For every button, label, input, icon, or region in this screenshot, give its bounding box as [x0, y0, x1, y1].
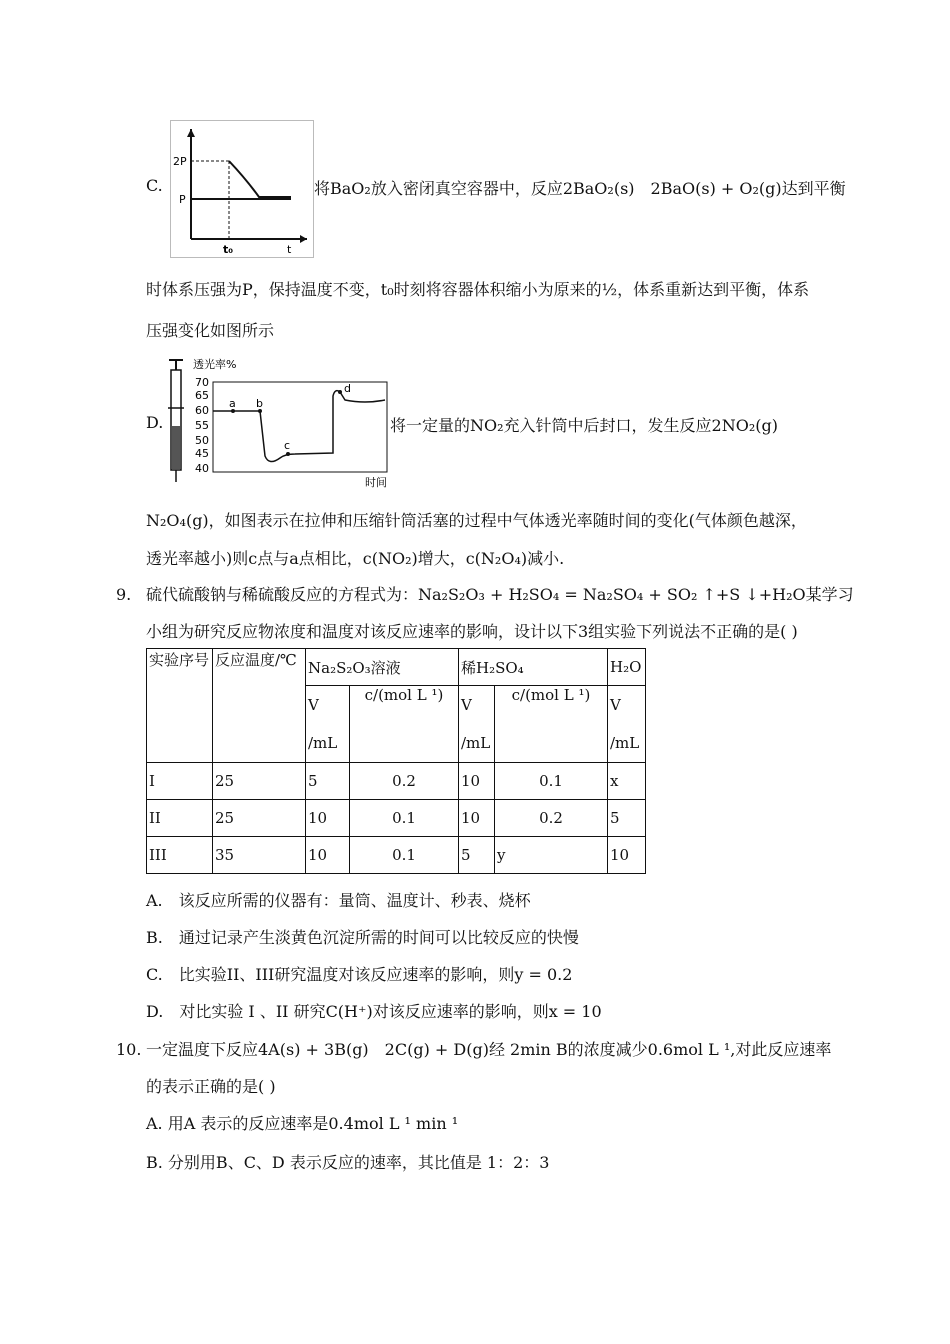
y-label-2p: 2P [173, 155, 187, 168]
label-b: b [256, 397, 263, 410]
x-axis-arrow [300, 235, 307, 243]
header-exp-no: 实验序号 [147, 649, 213, 763]
cell-r3-c-na: 0.1 [350, 837, 459, 874]
point-c [286, 452, 290, 456]
q9-line1: 硫代硫酸钠与稀硫酸反应的方程式为：Na₂S₂O₃ + H₂SO₄ = Na₂SO₄ + SO₂ ↑+S ↓+H₂O某学习 [146, 585, 854, 604]
cell-r2-v-na: 10 [306, 800, 350, 837]
cell-r1-v-na: 5 [306, 763, 350, 800]
table-row [147, 763, 646, 800]
option-d-line1: 将一定量的NO₂充入针筒中后封口，发生反应2NO₂(g) [390, 416, 778, 435]
header-v-na: V /mL [306, 686, 350, 763]
ytick-50: 50 [195, 434, 209, 447]
option-d-line2: N₂O₄(g)，如图表示在拉伸和压缩针筒活塞的过程中气体透光率随时间的变化(气体颜色越深， [146, 511, 807, 530]
transmittance-curve [213, 391, 385, 462]
syringe-icon [168, 360, 184, 482]
cell-r3-v-h2o: 10 [608, 837, 646, 874]
ytick-65: 65 [195, 389, 209, 402]
header-v-h2so4: V /mL [459, 686, 495, 763]
cell-r2-c-na: 0.1 [350, 800, 459, 837]
cell-r1-c-h2so4: 0.1 [495, 763, 608, 800]
cell-r2-no: II [147, 800, 213, 837]
x-label-t: t [287, 243, 292, 256]
table-row [147, 800, 646, 837]
label-a: a [229, 397, 236, 410]
x-label-t0: t₀ [223, 243, 234, 256]
syringe-and-transmittance-graph [165, 356, 391, 490]
table-header-row-1 [147, 649, 646, 686]
q10-line2: 的表示正确的是( ) [146, 1077, 276, 1096]
cell-r1-no: I [147, 763, 213, 800]
q9-option-b: B. 通过记录产生淡黄色沉淀所需的时间可以比较反应的快慢 [146, 928, 579, 947]
transmittance-chart [165, 356, 391, 490]
option-c-line2: 时体系压强为P，保持温度不变，t₀时刻将容器体积缩小为原来的½，体系重新达到平衡，体系 [146, 280, 810, 299]
cell-r3-c-h2so4: y [495, 837, 608, 874]
label-d: d [344, 382, 351, 395]
header-v-h2o: V /mL [608, 686, 646, 763]
cell-r1-v-h2so4: 10 [459, 763, 495, 800]
pressure-time-graph [170, 120, 314, 258]
cell-r2-v-h2o: 5 [608, 800, 646, 837]
cell-r1-v-h2o: x [608, 763, 646, 800]
option-c-line3: 压强变化如图所示 [146, 321, 275, 340]
option-d-label: D. [146, 413, 164, 432]
cell-r3-no: III [147, 837, 213, 874]
header-na2s2o3: Na₂S₂O₃溶液 [306, 649, 459, 686]
experiment-table [146, 648, 646, 874]
q10-number: 10. [116, 1040, 142, 1059]
cell-r1-c-na: 0.2 [350, 763, 459, 800]
ytick-55: 55 [195, 419, 209, 432]
y-axis-label: 透光率% [193, 358, 237, 371]
q9-option-a: A. 该反应所需的仪器有：量筒、温度计、秒表、烧杯 [146, 891, 531, 910]
header-h2so4: 稀H₂SO₄ [459, 649, 608, 686]
cell-r1-temp: 25 [213, 763, 306, 800]
cell-r3-temp: 35 [213, 837, 306, 874]
plot-frame [213, 382, 387, 472]
ytick-60: 60 [195, 404, 209, 417]
q9-option-c: C. 比实验II、III研究温度对该反应速率的影响，则y = 0.2 [146, 965, 573, 984]
point-d [338, 390, 342, 394]
header-c-h2so4: c/(mol L ¹) [495, 686, 608, 763]
cell-r2-temp: 25 [213, 800, 306, 837]
ytick-45: 45 [195, 447, 209, 460]
option-d-line3: 透光率越小)则c点与a点相比，c(NO₂)增大，c(N₂O₄)减小. [146, 549, 565, 568]
y-axis-arrow [187, 129, 195, 137]
q10-line1: 一定温度下反应4A(s) + 3B(g) 2C(g) + D(g)经 2min B的浓度减少0.6mol L ¹,对此反应速率 [146, 1040, 832, 1059]
q10-option-a: A. 用A 表示的反应速率是0.4mol L ¹ min ¹ [146, 1114, 459, 1133]
q9-line2: 小组为研究反应物浓度和温度对该反应速率的影响，设计以下3组实验下列说法不正确的是( ) [146, 622, 798, 641]
cell-r3-v-h2so4: 5 [459, 837, 495, 874]
header-c-na: c/(mol L ¹) [350, 686, 459, 763]
header-h2o: H₂O [608, 649, 646, 686]
label-c: c [284, 439, 291, 452]
cell-r3-v-na: 10 [306, 837, 350, 874]
q10-option-b: B. 分别用B、C、D 表示反应的速率，其比值是 1：2：3 [146, 1153, 550, 1172]
x-axis-label: 时间 [365, 476, 387, 489]
ytick-40: 40 [195, 462, 209, 475]
y-label-p: P [179, 193, 186, 206]
header-temp: 反应温度/℃ [213, 649, 306, 763]
q9-option-d: D. 对比实验 I 、II 研究C(H⁺)对该反应速率的影响，则x = 10 [146, 1002, 602, 1021]
cell-r2-c-h2so4: 0.2 [495, 800, 608, 837]
cell-r2-v-h2so4: 10 [459, 800, 495, 837]
option-c-label: C. [146, 176, 163, 195]
table-row [147, 837, 646, 874]
pressure-time-chart [171, 121, 313, 257]
option-c-line1: 将BaO₂放入密闭真空容器中，反应2BaO₂(s) 2BaO(s) + O₂(g)达到平衡 [314, 179, 846, 198]
pressure-curve [229, 161, 291, 197]
ytick-70: 70 [195, 376, 209, 389]
q9-number: 9. [116, 585, 132, 604]
